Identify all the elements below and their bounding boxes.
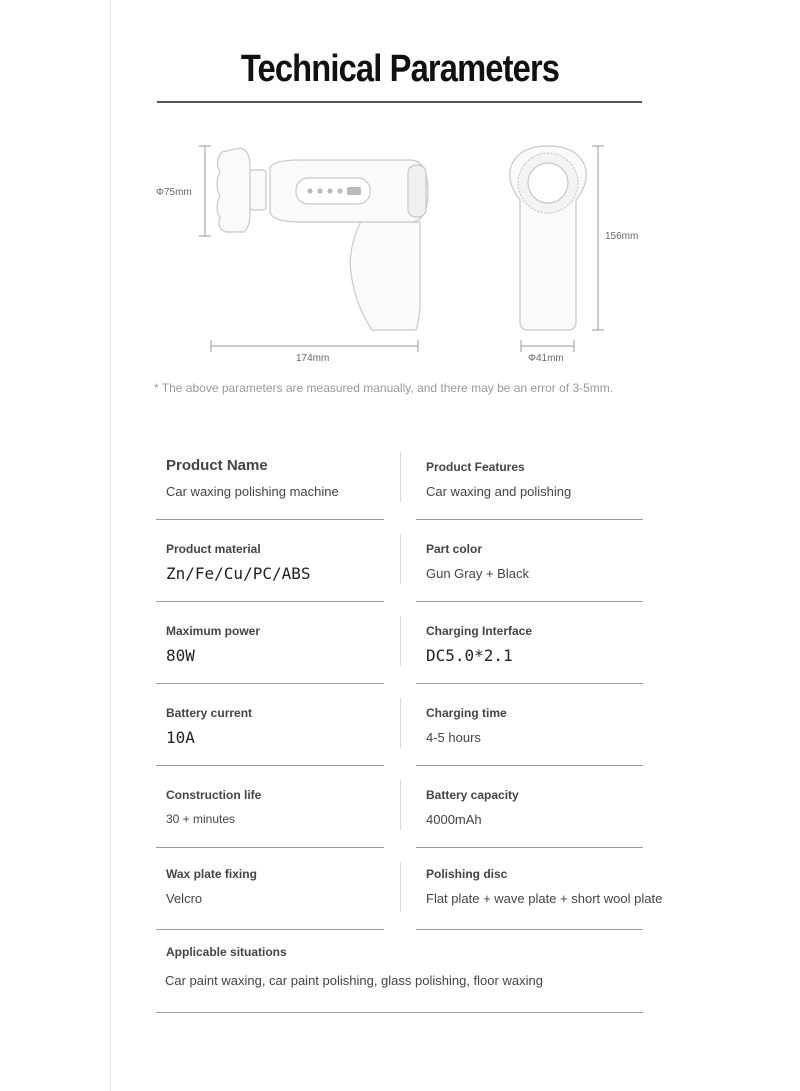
column-divider [400, 862, 401, 912]
row-divider [416, 847, 643, 848]
column-divider [400, 452, 401, 502]
row-divider [156, 1012, 643, 1013]
spec-label: Product material [166, 542, 261, 556]
row-divider [156, 683, 384, 684]
spec-value: Car waxing polishing machine [166, 484, 339, 499]
height-label: 156mm [605, 231, 639, 242]
product-dimension-diagram [0, 0, 800, 380]
spec-label: Construction life [166, 788, 262, 802]
spec-value: Gun Gray + Black [426, 566, 529, 581]
column-divider [400, 616, 401, 666]
spec-product-name [166, 457, 396, 499]
body-diameter-label: Φ41mm [528, 353, 564, 364]
spec-part-color [426, 542, 656, 581]
rear-view-drawing [510, 146, 587, 330]
row-divider [416, 683, 643, 684]
row-divider [416, 929, 643, 930]
spec-label: Wax plate fixing [166, 867, 257, 881]
body-diameter-dimension [521, 340, 574, 352]
spec-applicable-situations [166, 945, 646, 988]
spec-label: Part color [426, 542, 483, 556]
spec-label: Applicable situations [166, 945, 287, 959]
column-divider [400, 780, 401, 830]
measurement-note: * The above parameters are measured manually, and there may be an error of 3-5mm. [154, 381, 614, 395]
spec-value: Flat plate + wave plate + short wool plate [426, 891, 663, 906]
spec-product-features [426, 460, 656, 499]
spec-value: Zn/Fe/Cu/PC/ABS [166, 564, 311, 583]
spec-value: DC5.0*2.1 [426, 646, 513, 665]
row-divider [416, 519, 643, 520]
spec-label: Polishing disc [426, 867, 508, 881]
length-label: 174mm [296, 353, 330, 364]
disc-diameter-dimension [199, 146, 211, 236]
spec-label: Battery capacity [426, 788, 519, 802]
page-title: Technical Parameters [240, 48, 560, 90]
spec-charging-interface [426, 624, 656, 665]
spec-label: Charging Interface [426, 624, 533, 638]
spec-value: Car waxing and polishing [426, 484, 572, 499]
spec-battery-current [166, 706, 396, 747]
spec-maximum-power [166, 624, 396, 665]
spec-wax-plate-fixing [166, 867, 396, 906]
spec-value: Car paint waxing, car paint polishing, glass polishing, floor waxing [165, 973, 543, 988]
row-divider [156, 519, 384, 520]
row-divider [416, 601, 643, 602]
row-divider [156, 765, 384, 766]
row-divider [156, 601, 384, 602]
length-dimension [211, 340, 418, 352]
spec-value: 30 + minutes [166, 812, 236, 826]
spec-charging-time [426, 706, 656, 745]
spec-value: Velcro [166, 891, 203, 906]
column-divider [400, 534, 401, 584]
column-divider [400, 698, 401, 748]
disc-diameter-label: Φ75mm [156, 187, 192, 198]
spec-label: Battery current [166, 706, 253, 720]
spec-polishing-disc [426, 867, 663, 906]
spec-value: 4-5 hours [426, 730, 481, 745]
side-view-drawing [217, 148, 428, 330]
spec-value: 80W [166, 646, 195, 665]
spec-value: 4000mAh [426, 812, 482, 827]
row-divider [156, 847, 384, 848]
spec-label: Product Features [426, 460, 525, 474]
spec-product-material [166, 542, 396, 583]
row-divider [156, 929, 384, 930]
spec-label: Charging time [426, 706, 507, 720]
spec-label: Product Name [166, 457, 268, 474]
spec-battery-capacity [426, 788, 656, 827]
height-dimension [592, 146, 604, 330]
spec-label: Maximum power [166, 624, 261, 638]
row-divider [416, 765, 643, 766]
spec-value: 10A [166, 728, 195, 747]
spec-construction-life [166, 788, 396, 826]
